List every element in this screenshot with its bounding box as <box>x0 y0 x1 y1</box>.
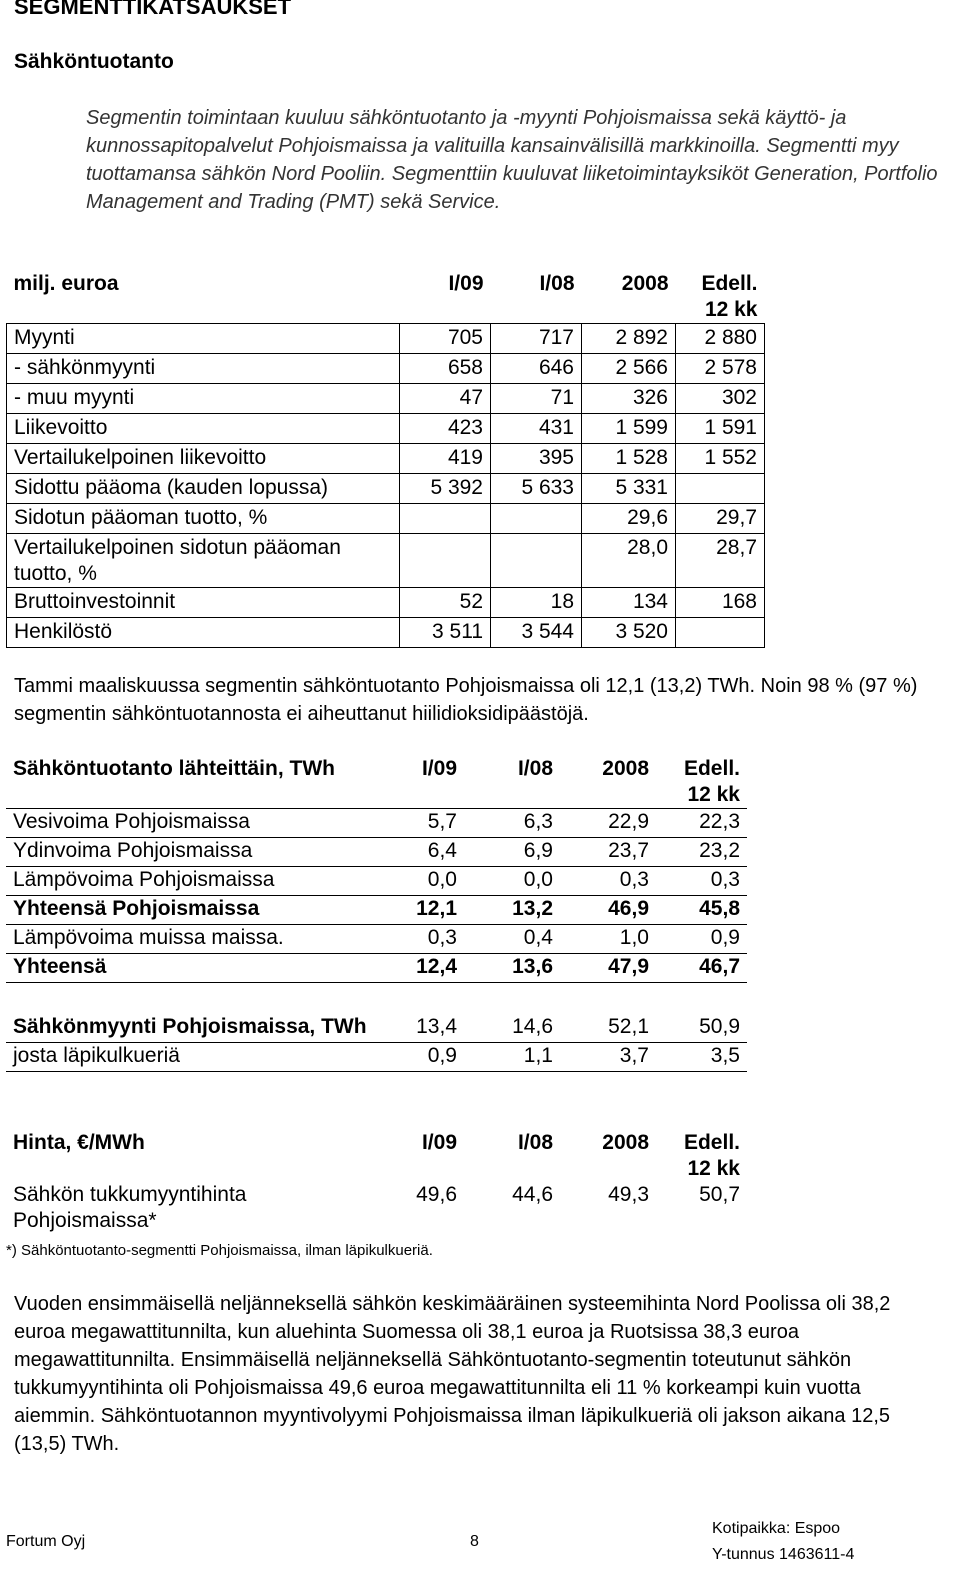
row-label-cell: Sähkönmyynti Pohjoismaissa, TWh <box>6 1014 375 1043</box>
row-label-cell: Sidottu pääoma (kauden lopussa) <box>7 474 400 504</box>
header-cell: 2008 <box>582 270 676 324</box>
value-cell: 14,6 <box>464 1014 560 1043</box>
table-row <box>7 534 765 588</box>
production-by-source-table <box>6 756 747 983</box>
table-row <box>6 954 747 983</box>
value-cell: 49,3 <box>608 1183 649 1206</box>
value-cell: 28,0 <box>582 534 676 588</box>
value-cell: 52,1 <box>560 1014 656 1043</box>
header-cell: I/08 <box>491 270 582 324</box>
subsection-title: Sähköntuotanto <box>14 50 174 73</box>
value-cell: 3,7 <box>560 1043 656 1072</box>
intro-paragraph: Segmentin toimintaan kuuluu sähköntuotanto ja -myynti Pohjoismaissa sekä käyttö- ja kunnossapitopalvelut Pohjoismaissa ja valituilla kansainvälisillä markkinoilla. Segmentti myy tuottamansa sähkön Nord Pooliin. Segmenttiin kuuluvat liiketoimintayksiköt Generation, Portfolio Management and Trading (PMT) sekä Service. <box>86 107 938 213</box>
header-cell: Sähköntuotanto lähteittäin, TWh <box>6 756 375 809</box>
row-label-cell: Sähkön tukkumyyntihinta Pohjoismaissa* <box>13 1183 247 1232</box>
table-header-row <box>6 756 747 809</box>
value-cell <box>491 504 582 534</box>
header-cell: I/09 <box>375 756 464 809</box>
value-cell: 28,7 <box>676 534 765 588</box>
value-cell: 134 <box>582 588 676 618</box>
value-cell: 0,3 <box>656 867 747 896</box>
value-cell: 0,9 <box>656 925 747 954</box>
value-cell: 29,7 <box>676 504 765 534</box>
value-cell: 5 633 <box>491 474 582 504</box>
value-cell: 44,6 <box>512 1183 553 1206</box>
value-cell: 3 520 <box>582 618 676 648</box>
table-row <box>6 925 747 954</box>
value-cell <box>400 504 491 534</box>
row-label-cell: josta läpikulkueriä <box>6 1043 375 1072</box>
value-cell: 0,0 <box>375 867 464 896</box>
value-cell: 52 <box>400 588 491 618</box>
value-cell: 13,2 <box>464 896 560 925</box>
value-cell: 0,3 <box>375 925 464 954</box>
value-cell: 168 <box>676 588 765 618</box>
value-cell: 705 <box>400 324 491 354</box>
value-cell <box>676 618 765 648</box>
row-label-cell: Vertailukelpoinen sidotun pääoman tuotto, % <box>7 534 400 588</box>
value-cell: 395 <box>491 444 582 474</box>
value-cell: 0,9 <box>375 1043 464 1072</box>
row-label-cell: Bruttoinvestoinnit <box>7 588 400 618</box>
value-cell: 71 <box>491 384 582 414</box>
row-label-cell: Liikevoitto <box>7 414 400 444</box>
value-cell: 47 <box>400 384 491 414</box>
value-cell: 46,9 <box>560 896 656 925</box>
value-cell: 49,6 <box>416 1183 457 1206</box>
row-label-cell: - sähkönmyynti <box>7 354 400 384</box>
sales-volume-table <box>6 1014 747 1072</box>
header-cell: Edell. 12 kk <box>656 756 747 809</box>
value-cell: 6,9 <box>464 838 560 867</box>
header-cell: milj. euroa <box>7 270 400 324</box>
table-row <box>6 1043 747 1072</box>
value-cell: 0,0 <box>464 867 560 896</box>
value-cell: 302 <box>676 384 765 414</box>
header-cell: I/09 <box>400 270 491 324</box>
header-cell: 2008 <box>602 1131 649 1154</box>
value-cell: 6,4 <box>375 838 464 867</box>
table-row <box>6 1182 747 1234</box>
value-cell: 3,5 <box>656 1043 747 1072</box>
value-cell: 23,2 <box>656 838 747 867</box>
section-title: SEGMENTTIKATSAUKSET <box>14 0 292 19</box>
value-cell: 326 <box>582 384 676 414</box>
value-cell: 2 880 <box>676 324 765 354</box>
value-cell: 5 331 <box>582 474 676 504</box>
row-label-cell: Lämpövoima Pohjoismaissa <box>6 867 375 896</box>
table-row <box>6 896 747 925</box>
row-label-cell: Sidotun pääoman tuotto, % <box>7 504 400 534</box>
value-cell: 1,0 <box>560 925 656 954</box>
value-cell: 12,1 <box>375 896 464 925</box>
row-label-cell: Myynti <box>7 324 400 354</box>
value-cell <box>491 534 582 588</box>
value-cell: 1 599 <box>582 414 676 444</box>
value-cell: 47,9 <box>560 954 656 983</box>
table-row <box>7 324 765 354</box>
row-label-cell: Yhteensä <box>6 954 375 983</box>
footnote: *) Sähköntuotanto-segmentti Pohjoismaissa, ilman läpikulkueriä. <box>6 1242 433 1259</box>
value-cell <box>676 474 765 504</box>
value-cell: 658 <box>400 354 491 384</box>
value-cell: 22,3 <box>656 809 747 838</box>
value-cell: 12,4 <box>375 954 464 983</box>
table-row <box>7 588 765 618</box>
value-cell: 18 <box>491 588 582 618</box>
value-cell: 2 892 <box>582 324 676 354</box>
value-cell: 5 392 <box>400 474 491 504</box>
production-paragraph: Tammi maaliskuussa segmentin sähköntuotanto Pohjoismaissa oli 12,1 (13,2) TWh. Noin 98 % (97 %) segmentin sähköntuotannosta ei aiheuttanut hiilidioksidipäästöjä. <box>14 675 918 725</box>
value-cell: 50,7 <box>699 1183 740 1206</box>
value-cell: 2 578 <box>676 354 765 384</box>
header-cell: 2008 <box>560 756 656 809</box>
row-label-cell: Vesivoima Pohjoismaissa <box>6 809 375 838</box>
value-cell: 6,3 <box>464 809 560 838</box>
value-cell: 3 511 <box>400 618 491 648</box>
table-row <box>7 414 765 444</box>
table-row <box>6 809 747 838</box>
value-cell: 419 <box>400 444 491 474</box>
header-cell: I/08 <box>517 1131 553 1154</box>
row-label-cell: - muu myynti <box>7 384 400 414</box>
table-header-row <box>7 270 765 324</box>
value-cell: 1 528 <box>582 444 676 474</box>
value-cell: 1,1 <box>464 1043 560 1072</box>
value-cell: 50,9 <box>656 1014 747 1043</box>
value-cell: 1 591 <box>676 414 765 444</box>
value-cell: 45,8 <box>656 896 747 925</box>
table-row <box>7 474 765 504</box>
table-row <box>6 1014 747 1043</box>
value-cell: 29,6 <box>582 504 676 534</box>
footer-company: Fortum Oyj <box>6 1533 86 1550</box>
header-cell: Edell. 12 kk <box>683 1131 740 1180</box>
row-label-cell: Yhteensä Pohjoismaissa <box>6 896 375 925</box>
table-row <box>6 867 747 896</box>
footer-business-id: Y-tunnus 1463611-4 <box>712 1546 855 1563</box>
value-cell: 13,6 <box>464 954 560 983</box>
value-cell: 13,4 <box>375 1014 464 1043</box>
segment-key-figures-table <box>6 270 765 648</box>
row-label-cell: Lämpövoima muissa maissa. <box>6 925 375 954</box>
value-cell: 5,7 <box>375 809 464 838</box>
row-label-cell: Vertailukelpoinen liikevoitto <box>7 444 400 474</box>
row-label-cell: Henkilöstö <box>7 618 400 648</box>
value-cell: 0,4 <box>464 925 560 954</box>
value-cell: 717 <box>491 324 582 354</box>
footer-domicile: Kotipaikka: Espoo <box>712 1520 841 1537</box>
header-cell: Hinta, €/MWh <box>13 1131 145 1154</box>
table-row <box>7 618 765 648</box>
value-cell: 22,9 <box>560 809 656 838</box>
footer-page-number: 8 <box>470 1533 479 1550</box>
value-cell: 646 <box>491 354 582 384</box>
value-cell: 2 566 <box>582 354 676 384</box>
table-row <box>7 444 765 474</box>
header-cell: I/08 <box>464 756 560 809</box>
table-row <box>7 504 765 534</box>
value-cell: 0,3 <box>560 867 656 896</box>
price-table <box>6 1130 747 1234</box>
header-cell: I/09 <box>421 1131 457 1154</box>
row-label-cell: Ydinvoima Pohjoismaissa <box>6 838 375 867</box>
value-cell: 46,7 <box>656 954 747 983</box>
table-row <box>7 384 765 414</box>
table-header-row <box>6 1130 747 1182</box>
value-cell: 431 <box>491 414 582 444</box>
value-cell: 423 <box>400 414 491 444</box>
header-cell: Edell. 12 kk <box>676 270 765 324</box>
value-cell: 23,7 <box>560 838 656 867</box>
table-row <box>7 354 765 384</box>
value-cell: 3 544 <box>491 618 582 648</box>
price-paragraph: Vuoden ensimmäisellä neljänneksellä sähkön keskimääräinen systeemihinta Nord Poolissa oli 38,2 euroa megawattitunnilta, kun aluehinta Suomessa oli 38,1 euroa ja Ruotsissa 38,3 euroa megawattitunnilta. Ensimmäisellä neljänneksellä Sähköntuotanto-segmentin toteutunut sähkön tukkumyyntihinta oli Pohjoismaissa 49,6 euroa megawattitunnilta eli 11 % korkeampi kuin vuotta aiemmin. Sähköntuotannon myyntivolyymi Pohjoismaissa ilman läpikulkueriä oli jakson aikana 12,5 (13,5) TWh. <box>14 1293 891 1455</box>
table-row <box>6 838 747 867</box>
value-cell <box>400 534 491 588</box>
value-cell: 1 552 <box>676 444 765 474</box>
